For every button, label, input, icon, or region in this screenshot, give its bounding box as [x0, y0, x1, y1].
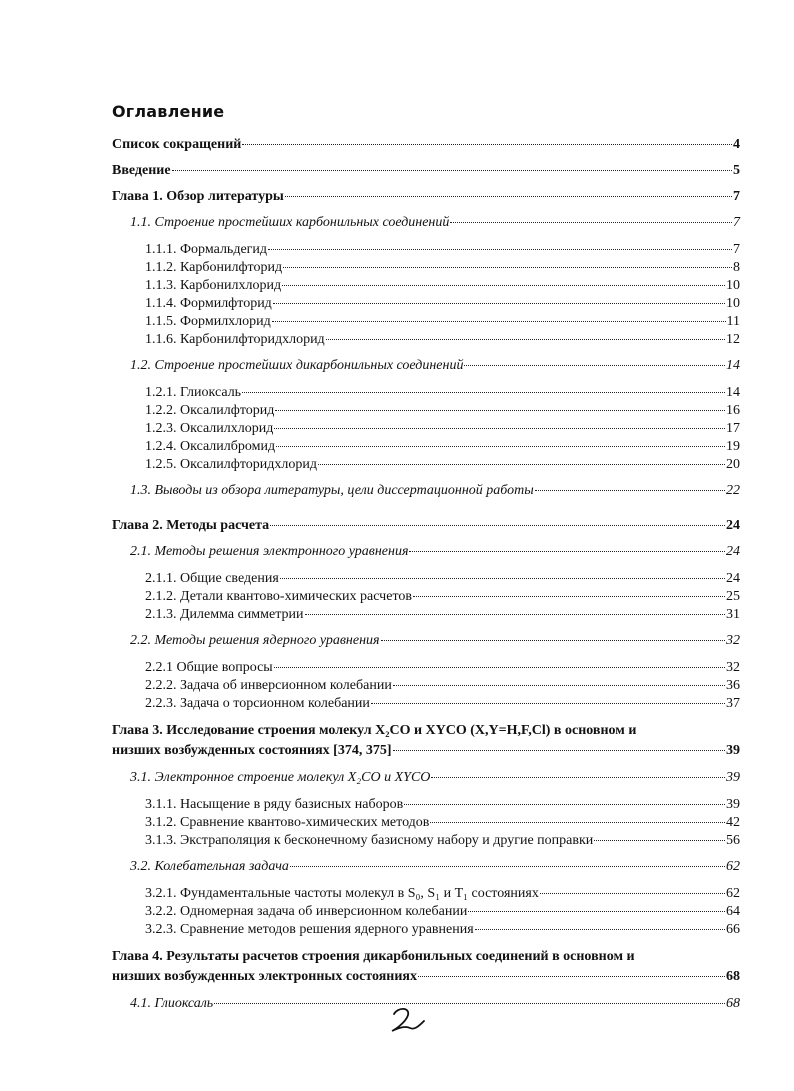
toc-entry-subsection[interactable]	[112, 832, 740, 850]
toc-entry-title: 3.1.2. Сравнение квантово-химических методов	[145, 815, 430, 830]
toc-entry-subsection[interactable]	[112, 903, 740, 921]
toc-entry-title-line: Глава 4. Результаты расчетов строения дикарбонильных соединений в основном и	[112, 949, 635, 964]
toc-entry-title: 1.1.2. Карбонилфторид	[145, 260, 283, 275]
dot-leader	[290, 866, 725, 867]
dot-leader	[272, 321, 726, 322]
toc-entry-page: 39	[726, 770, 740, 785]
dot-leader	[274, 428, 725, 429]
dot-leader	[285, 196, 732, 197]
toc-entry-page: 66	[726, 922, 740, 937]
toc-entry-subsection[interactable]	[112, 659, 740, 677]
toc-entry-subsection[interactable]	[112, 420, 740, 438]
dot-leader	[475, 929, 725, 930]
dot-leader	[326, 339, 725, 340]
dot-leader	[431, 777, 725, 778]
dot-leader	[381, 640, 725, 641]
toc-entry-subsection[interactable]	[112, 259, 740, 277]
toc-entry-title: Список сокращений	[112, 137, 242, 152]
dot-leader	[413, 596, 725, 597]
dot-leader	[450, 222, 732, 223]
toc-entry-page: 17	[726, 421, 740, 436]
toc-entry-title: 1.2.5. Оксалилфторидхлорид	[145, 457, 317, 472]
toc-entry-page: 14	[726, 385, 740, 400]
toc-entry-subsection[interactable]	[112, 695, 740, 713]
dot-leader	[242, 144, 732, 145]
toc-entry-title: 1.1.4. Формилфторид	[145, 296, 272, 311]
dot-leader	[540, 893, 725, 894]
toc-entry-section[interactable]	[112, 858, 740, 876]
toc-entry-title: 1.2. Строение простейших дикарбонильных соединений	[130, 358, 464, 373]
toc-entry-page: 5	[733, 163, 740, 178]
toc-entry-subsection[interactable]	[112, 384, 740, 402]
toc-entry-title: 3.1.1. Насыщение в ряду базисных наборов	[145, 797, 404, 812]
toc-entry-title: 2.2.2. Задача об инверсионном колебании	[145, 678, 392, 693]
toc-entry-chapter[interactable]	[112, 162, 740, 180]
toc-entry-page: 20	[726, 457, 740, 472]
toc-entry-subsection[interactable]	[112, 277, 740, 295]
toc-entry-title: 2.2.3. Задача о торсионном колебании	[145, 696, 370, 711]
dot-leader	[275, 410, 725, 411]
toc-entry-page: 10	[726, 278, 740, 293]
dot-leader	[274, 667, 725, 668]
dot-leader	[404, 804, 725, 805]
toc-entry-title: 2.1.1. Общие сведения	[145, 571, 279, 586]
toc-entry-page: 16	[726, 403, 740, 418]
toc-entry-title-line: низших возбужденных электронных состояниях	[112, 969, 417, 984]
dot-leader	[273, 303, 725, 304]
page-title: Оглавление	[112, 102, 225, 121]
toc-entry-chapter[interactable]	[112, 188, 740, 206]
dot-leader	[393, 685, 725, 686]
toc-entry-title: 1.2.3. Оксалилхлорид	[145, 421, 274, 436]
toc-entry-page: 12	[726, 332, 740, 347]
toc-entry-subsection[interactable]	[112, 295, 740, 313]
toc-entry-subsection[interactable]	[112, 885, 740, 903]
toc-entry-page: 14	[726, 358, 740, 373]
toc-entry-page: 39	[726, 797, 740, 812]
toc-entry-section[interactable]	[112, 214, 740, 232]
dot-leader	[464, 365, 725, 366]
dot-leader	[371, 703, 725, 704]
toc-entry-chapter[interactable]	[112, 947, 740, 987]
toc-entry-title: 1.3. Выводы из обзора литературы, цели диссертационной работы	[130, 483, 534, 498]
toc-entry-page: 62	[726, 886, 740, 901]
toc-entry-section[interactable]	[112, 482, 740, 500]
toc-entry-subsection[interactable]	[112, 588, 740, 606]
dot-leader	[409, 551, 725, 552]
dot-leader	[172, 170, 732, 171]
handwritten-page-number	[388, 1005, 428, 1040]
toc-entry-page: 56	[726, 833, 740, 848]
toc-entry-page: 32	[726, 633, 740, 648]
dot-leader	[283, 267, 732, 268]
toc-entry-section[interactable]	[112, 543, 740, 561]
toc-entry-title: 4.1. Глиоксаль	[130, 996, 214, 1011]
toc-entry-title: 3.2.3. Сравнение методов решения ядерного уравнения	[145, 922, 474, 937]
dot-leader	[393, 750, 726, 751]
toc-entry-title: 3.2. Колебательная задача	[130, 859, 289, 874]
toc-entry-subsection[interactable]	[112, 796, 740, 814]
dot-leader	[430, 822, 725, 823]
dot-leader	[270, 525, 725, 526]
dot-leader	[418, 976, 725, 977]
toc-entry-subsection[interactable]	[112, 677, 740, 695]
toc-entry-title: Глава 1. Обзор литературы	[112, 189, 284, 204]
toc-entry-title: 1.1. Строение простейших карбонильных соединений	[130, 215, 450, 230]
toc-entry-page: 7	[733, 215, 740, 230]
toc-entry-page: 62	[726, 859, 740, 874]
toc-entry-title: 2.2. Методы решения ядерного уравнения	[130, 633, 380, 648]
toc-entry-page: 25	[726, 589, 740, 604]
toc-entry-section[interactable]	[112, 632, 740, 650]
dot-leader	[280, 578, 725, 579]
toc-entry-page: 24	[726, 571, 740, 586]
toc-entry-subsection[interactable]	[112, 241, 740, 259]
toc-entry-title-line: Глава 3. Исследование строения молекул X₂CO и XYCO (X,Y=H,F,Cl) в основном и	[112, 723, 637, 738]
dot-leader	[242, 392, 725, 393]
dot-leader	[305, 614, 726, 615]
toc-entry-section[interactable]	[112, 769, 740, 787]
toc-entry-title: 2.1.2. Детали квантово-химических расчетов	[145, 589, 412, 604]
toc-entry-title: 3.2.1. Фундаментальные частоты молекул в S₀, S₁ и T₁ состояниях	[145, 886, 539, 901]
toc-entry-subsection[interactable]	[112, 570, 740, 588]
toc-entry-title: 3.1. Электронное строение молекул X₂CO и XYCO	[130, 770, 431, 785]
toc-entry-title: 2.1.3. Дилемма симметрии	[145, 607, 304, 622]
dot-leader	[214, 1003, 725, 1004]
dot-leader	[268, 249, 732, 250]
toc-entry-page: 32	[726, 660, 740, 675]
toc-entry-page: 10	[726, 296, 740, 311]
dot-leader	[276, 446, 725, 447]
toc-entry-subsection[interactable]	[112, 438, 740, 456]
toc-entry-chapter[interactable]	[112, 517, 740, 535]
toc-entry-page: 37	[726, 696, 740, 711]
toc-entry-title: 1.2.4. Оксалилбромид	[145, 439, 276, 454]
dot-leader	[282, 285, 725, 286]
dot-leader	[594, 840, 725, 841]
toc-entry-title: 1.1.5. Формилхлорид	[145, 314, 271, 329]
toc-entry-page: 22	[726, 483, 740, 498]
table-of-contents	[112, 136, 740, 1013]
toc-entry-title: 1.1.3. Карбонилхлорид	[145, 278, 282, 293]
toc-entry-subsection[interactable]	[112, 921, 740, 939]
toc-entry-subsection[interactable]	[112, 814, 740, 832]
toc-entry-title: Глава 2. Методы расчета	[112, 518, 270, 533]
toc-entry-title: 2.1. Методы решения электронного уравнения	[130, 544, 409, 559]
toc-entry-page: 24	[726, 518, 740, 533]
toc-entry-title: 2.2.1 Общие вопросы	[145, 660, 273, 675]
toc-entry-page: 68	[726, 996, 740, 1011]
toc-entry-page: 68	[726, 969, 740, 984]
dot-leader	[468, 911, 725, 912]
toc-entry-subsection[interactable]	[112, 606, 740, 624]
toc-entry-page: 7	[733, 189, 740, 204]
toc-entry-title: 1.2.2. Оксалилфторид	[145, 403, 275, 418]
toc-entry-section[interactable]	[112, 357, 740, 375]
toc-entry-title: Введение	[112, 163, 171, 178]
toc-entry-page: 4	[733, 137, 740, 152]
toc-entry-page: 11	[726, 314, 740, 329]
toc-entry-subsection[interactable]	[112, 456, 740, 474]
dot-leader	[318, 464, 725, 465]
toc-entry-subsection[interactable]	[112, 331, 740, 349]
toc-entry-page: 8	[733, 260, 740, 275]
toc-entry-page: 7	[733, 242, 740, 257]
toc-entry-page: 42	[726, 815, 740, 830]
toc-entry-title: 3.1.3. Экстраполяция к бесконечному базисному набору и другие поправки	[145, 833, 594, 848]
toc-entry-page: 39	[726, 743, 740, 758]
toc-entry-title: 1.1.6. Карбонилфторидхлорид	[145, 332, 325, 347]
toc-entry-page: 24	[726, 544, 740, 559]
toc-entry-chapter[interactable]	[112, 136, 740, 154]
toc-entry-subsection[interactable]	[112, 313, 740, 331]
toc-entry-page: 19	[726, 439, 740, 454]
dot-leader	[535, 490, 725, 491]
toc-entry-chapter[interactable]	[112, 721, 740, 761]
toc-entry-page: 36	[726, 678, 740, 693]
toc-entry-title: 1.2.1. Глиоксаль	[145, 385, 242, 400]
toc-entry-page: 64	[726, 904, 740, 919]
toc-entry-title-line: низших возбужденных состояниях [374, 375]	[112, 743, 392, 758]
toc-entry-title: 1.1.1. Формальдегид	[145, 242, 268, 257]
toc-entry-title: 3.2.2. Одномерная задача об инверсионном колебании	[145, 904, 468, 919]
toc-entry-subsection[interactable]	[112, 402, 740, 420]
toc-entry-page: 31	[726, 607, 740, 622]
